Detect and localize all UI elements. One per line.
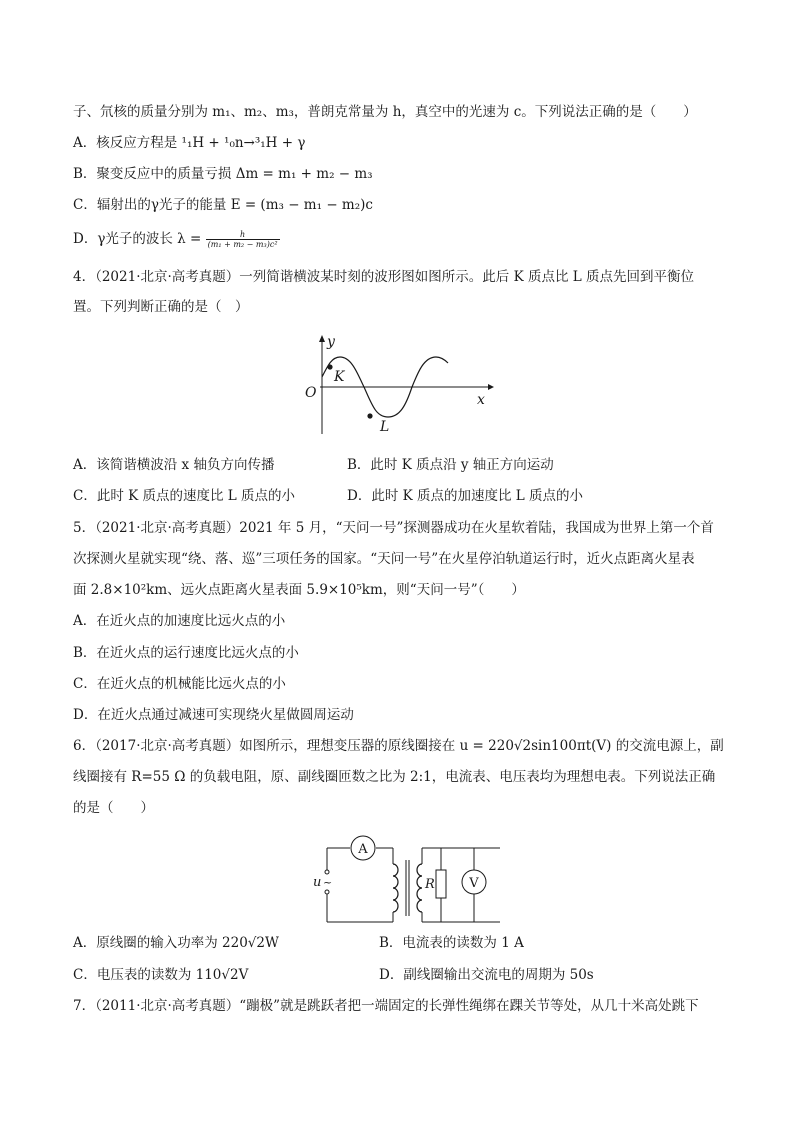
q4-label-k: K <box>334 369 345 385</box>
q5-stem-line2: 次探测火星就实现“绕、落、巡”三项任务的国家。“天问一号”在火星停泊轨道运行时，近火点距离火星表 <box>73 551 695 567</box>
q3-option-b: B．聚变反应中的质量亏损 Δm = m₁ + m₂ − m₃ <box>73 166 373 182</box>
q6-secondary-coil <box>417 864 422 912</box>
q5-stem-line3: 面 2.8×10²km、远火点距离火星表面 5.9×10⁵km，则“天问一号”（ ） <box>73 582 525 598</box>
q4-option-c: C．此时 K 质点的速度比 L 质点的小 <box>73 488 296 504</box>
q6-voltmeter-label: V <box>469 876 479 891</box>
q6-source-label: u <box>313 875 322 890</box>
q3-option-c: C．辐射出的γ光子的能量 E = (m₃ − m₁ − m₂)c <box>73 197 373 213</box>
q7-stem-line1: 7．（2011·北京·高考真题）“蹦极”就是跳跃者把一端固定的长弹性绳绑在踝关节等处，从几十米高处跳下 <box>73 998 699 1014</box>
q3-option-d-fraction <box>206 230 280 249</box>
q4-option-a: A．该简谐横波沿 x 轴负方向传播 <box>73 457 275 473</box>
q4-option-d: D．此时 K 质点的加速度比 L 质点的小 <box>347 488 584 504</box>
q4-label-x: x <box>477 392 485 408</box>
q6-resistor-label: R <box>425 877 435 892</box>
q4-stem-line2: 置。下列判断正确的是（ ） <box>73 299 249 315</box>
q3-option-d-numerator: h <box>206 230 280 240</box>
q4-point-k <box>327 364 332 369</box>
q4-x-axis-arrow <box>488 384 494 390</box>
q6-ammeter-label: A <box>358 842 368 857</box>
q5-option-d: D．在近火点通过减速可实现绕火星做圆周运动 <box>73 707 354 723</box>
q6-option-b: B．电流表的读数为 1 A <box>379 935 524 951</box>
q4-wave-figure <box>300 330 500 440</box>
q6-stem-line2: 线圈接有 R=55 Ω 的负载电阻，原、副线圈匝数之比为 2:1，电流表、电压表均为理想电表。下列说法正确 <box>73 769 716 785</box>
q3-option-d <box>73 230 280 249</box>
q4-option-b: B．此时 K 质点沿 y 轴正方向运动 <box>347 457 554 473</box>
q4-stem-line1: 4．（2021·北京·高考真题）一列简谐横波某时刻的波形图如图所示。此后 K 质点比 L 质点先回到平衡位 <box>73 269 694 285</box>
q6-resistor <box>436 870 446 898</box>
q5-option-b: B．在近火点的运行速度比远火点的小 <box>73 645 299 661</box>
q6-stem-line3: 的是（ ） <box>73 800 154 816</box>
q6-stem-line1: 6．（2017·北京·高考真题）如图所示，理想变压器的原线圈接在 u = 220√2sin100πt(V) 的交流电源上，副 <box>73 738 724 754</box>
q4-label-l: L <box>380 419 390 435</box>
q4-label-o: O <box>305 385 317 401</box>
q3-stem: 子、氘核的质量分别为 m₁、m₂、m₃，普朗克常量为 h，真空中的光速为 c。下列说法正确的是（ ） <box>73 104 697 120</box>
q6-option-a: A．原线圈的输入功率为 220√2W <box>73 935 279 951</box>
q3-option-a: A．核反应方程是 ¹₁H + ¹₀n→³₁H + γ <box>73 135 306 151</box>
q6-transformer-circuit <box>305 826 505 928</box>
q6-option-d: D．副线圈输出交流电的周期为 50s <box>379 967 594 983</box>
q3-option-d-prefix: D．γ光子的波长 λ = <box>73 231 202 247</box>
q6-voltmeter <box>462 870 486 894</box>
q6-primary-coil <box>393 864 398 912</box>
q4-y-axis-arrow <box>319 335 325 342</box>
q5-option-c: C．在近火点的机械能比远火点的小 <box>73 676 286 692</box>
q6-option-c: C．电压表的读数为 110√2V <box>73 967 249 983</box>
q4-label-y: y <box>327 334 335 350</box>
q6-source-tilde: ~ <box>323 876 333 889</box>
q6-ammeter <box>351 836 375 860</box>
q3-option-d-denominator: (m₁ + m₂ − m₃)c² <box>207 240 278 249</box>
q4-point-l <box>367 413 372 418</box>
q5-stem-line1: 5．（2021·北京·高考真题）2021 年 5 月，“天问一号”探测器成功在火星软着陆，我国成为世界上第一个首 <box>73 520 714 536</box>
q5-option-a: A．在近火点的加速度比远火点的小 <box>73 613 286 629</box>
